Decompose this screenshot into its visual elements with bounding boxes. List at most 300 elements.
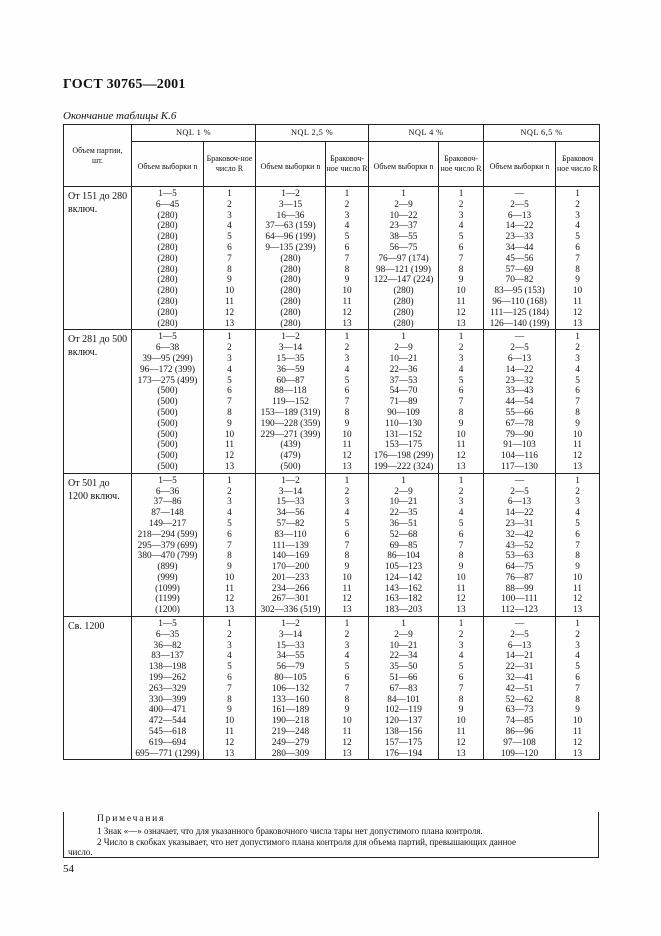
table-value: 70—82: [505, 275, 534, 286]
table-value: 23—37: [389, 221, 418, 232]
table-value: 695—771 (1299): [135, 748, 200, 759]
table-value: 22—31: [505, 662, 534, 673]
reject-number-cell: [556, 330, 600, 473]
table-value: 112—123: [501, 605, 538, 616]
table-value: 11: [342, 727, 352, 738]
table-value: 42—51: [505, 683, 534, 694]
note-2: 2 Число в скобках указывает, что нет допустимого плана контроля для объема партий, превышающих данное: [97, 837, 517, 847]
table-value: 3: [344, 353, 350, 364]
table-value: 43—52: [505, 540, 534, 551]
table-value: 10: [224, 429, 235, 440]
table-value: 9: [227, 275, 232, 286]
table-value: 88—118: [274, 386, 307, 397]
table-value: 9: [344, 562, 350, 573]
table-value: 219—248: [271, 727, 310, 738]
sample-size-cell: [369, 473, 439, 616]
table-value: 11: [342, 583, 352, 594]
table-value: 2: [458, 629, 464, 640]
table-value: 76—87: [505, 572, 534, 583]
table-value: 3: [458, 497, 464, 508]
table-row: [64, 473, 600, 616]
table-value: 12: [572, 451, 583, 462]
table-value: 12: [224, 594, 235, 605]
table-value: 4: [227, 508, 232, 519]
table-value: 2: [575, 343, 580, 354]
table-value: 97—108: [503, 737, 536, 748]
sampling-plan-table: [63, 124, 600, 760]
table-value: (280): [157, 307, 178, 318]
table-value: 12: [224, 451, 235, 462]
table-value: 3—14: [278, 486, 303, 497]
nql-6-5-header: NQL 6,5 %: [484, 125, 600, 142]
table-value: (500): [157, 440, 178, 451]
table-value: —: [514, 619, 525, 630]
table-value: 5: [575, 232, 580, 243]
table-value: 35—50: [389, 662, 418, 673]
sample-size-header: Объем выборки n: [132, 142, 204, 187]
table-value: 15—35: [276, 353, 305, 364]
table-value: 8: [458, 694, 464, 705]
table-value: 7: [458, 397, 464, 408]
table-value: 6—38: [155, 343, 180, 354]
table-value: (479): [280, 451, 301, 462]
table-value: 11: [456, 583, 466, 594]
table-value: 7: [575, 540, 580, 551]
table-value: 33—43: [505, 386, 534, 397]
table-value: (280): [393, 296, 414, 307]
table-value: 6: [575, 529, 580, 540]
table-value: (280): [157, 264, 178, 275]
sample-size-cell: [256, 330, 326, 473]
reject-number-cell: [439, 330, 484, 473]
table-value: 149—217: [148, 518, 187, 529]
table-value: 6—13: [507, 497, 532, 508]
table-value: 1: [575, 475, 580, 486]
table-value: 12: [456, 737, 466, 748]
table-value: (280): [157, 242, 178, 253]
table-value: 6: [344, 242, 350, 253]
table-value: 7: [227, 253, 232, 264]
table-value: 1: [344, 332, 350, 343]
table-value: 10: [342, 429, 352, 440]
table-value: 3: [227, 497, 232, 508]
table-value: (280): [393, 307, 414, 318]
table-value: 76—97 (174): [378, 253, 429, 264]
table-value: (439): [280, 440, 301, 451]
table-value: 10: [572, 572, 583, 583]
table-value: 4: [575, 364, 580, 375]
table-value: 12: [456, 451, 466, 462]
table-value: 6: [227, 386, 232, 397]
table-value: 10: [342, 572, 352, 583]
table-value: 13: [572, 461, 583, 472]
table-value: 126—140 (199): [489, 318, 550, 329]
table-value: 11: [573, 583, 582, 594]
table-value: 57—82: [276, 518, 305, 529]
table-value: 5: [575, 375, 580, 386]
table-value: 3: [344, 640, 350, 651]
table-value: 15—33: [276, 640, 305, 651]
table-value: 143—162: [384, 583, 423, 594]
reject-number-header: Браковоч-ное число R: [204, 142, 256, 187]
lot-size-cell: От 151 до 280 включ.: [64, 187, 132, 330]
table-row: [64, 187, 600, 330]
table-value: 1: [227, 619, 232, 630]
table-value: 7: [344, 397, 350, 408]
table-value: 9: [575, 275, 580, 286]
table-value: 13: [456, 318, 466, 329]
table-value: (280): [157, 232, 178, 243]
table-value: (280): [280, 275, 301, 286]
sample-size-header: Объем выборки n: [369, 142, 439, 187]
table-value: 102—119: [385, 705, 422, 716]
sample-size-cell: [256, 473, 326, 616]
table-value: 104—116: [501, 451, 538, 462]
table-value: 86—96: [505, 727, 534, 738]
notes-block: [63, 812, 599, 858]
table-value: 9: [227, 705, 232, 716]
table-value: 83—137: [151, 651, 184, 662]
table-value: 34—44: [505, 242, 534, 253]
table-value: 6: [227, 673, 232, 684]
table-value: 201—233: [271, 572, 310, 583]
table-value: 7: [227, 683, 232, 694]
table-value: 157—175: [384, 737, 423, 748]
reject-number-cell: [204, 187, 256, 330]
sample-size-cell: [132, 330, 204, 473]
table-value: 7: [458, 540, 464, 551]
table-value: 10: [572, 286, 583, 297]
table-value: 4: [575, 508, 580, 519]
table-row: [64, 330, 600, 473]
table-value: 472—544: [148, 716, 187, 727]
table-value: 111—139: [272, 540, 309, 551]
table-value: (280): [280, 307, 301, 318]
table-value: 176—198 (299): [373, 451, 434, 462]
table-value: 44—54: [505, 397, 534, 408]
table-value: 4: [344, 221, 350, 232]
table-value: (280): [157, 253, 178, 264]
table-value: 52—62: [505, 694, 534, 705]
table-value: (500): [157, 418, 178, 429]
table-value: 2—9: [394, 486, 413, 497]
table-value: 2: [344, 486, 350, 497]
table-value: (500): [157, 461, 178, 472]
table-value: 5: [458, 662, 464, 673]
reject-number-cell: [204, 330, 256, 473]
table-value: 9: [575, 418, 580, 429]
table-value: 22—35: [389, 508, 418, 519]
table-value: —: [514, 332, 525, 343]
table-value: (500): [157, 407, 178, 418]
table-value: 8: [458, 264, 464, 275]
table-value: 120—137: [384, 716, 423, 727]
table-value: 12: [456, 594, 466, 605]
table-value: 1—2: [281, 475, 300, 486]
reject-number-header: Браковоч-ное число R: [326, 142, 369, 187]
sample-size-cell: [369, 617, 439, 760]
table-value: 1: [458, 475, 464, 486]
table-value: 218—294 (599): [137, 529, 198, 540]
table-value: 45—56: [505, 253, 534, 264]
table-value: 56—75: [389, 242, 418, 253]
table-value: 4: [458, 364, 464, 375]
table-value: 15—33: [276, 497, 305, 508]
table-value: 267—301: [271, 594, 310, 605]
table-value: 11: [225, 296, 234, 307]
table-value: 5: [344, 662, 350, 673]
table-value: (500): [157, 451, 178, 462]
sample-size-cell: [484, 473, 556, 616]
table-value: 117—130: [501, 461, 538, 472]
notes-heading: Примечания: [97, 814, 166, 824]
table-value: (280): [280, 253, 301, 264]
table-value: 153—175: [384, 440, 423, 451]
table-value: 67—83: [389, 683, 418, 694]
table-value: 13: [224, 461, 235, 472]
table-value: 1: [227, 475, 232, 486]
note-1: 1 Знак «—» означает, что для указанного браковочного числа тары нет допустимого плана контроля.: [97, 826, 483, 836]
table-value: 4: [575, 651, 580, 662]
table-value: 36—51: [389, 518, 418, 529]
table-value: 9: [458, 705, 464, 716]
table-value: 161—189: [271, 705, 310, 716]
table-value: 249—279: [271, 737, 310, 748]
table-value: 11: [342, 296, 352, 307]
table-value: 109—120: [500, 748, 539, 759]
table-value: 23—32: [505, 375, 534, 386]
table-value: 6: [458, 529, 464, 540]
table-value: 133—160: [271, 694, 310, 705]
table-value: 10: [572, 429, 583, 440]
table-value: 5: [575, 518, 580, 529]
table-value: 36—59: [276, 364, 305, 375]
table-value: 8: [227, 694, 232, 705]
table-value: (899): [157, 562, 178, 573]
table-value: 6—13: [507, 353, 532, 364]
table-value: 3: [575, 210, 580, 221]
table-value: 4: [458, 508, 464, 519]
table-value: 6—36: [155, 486, 180, 497]
nql-4-header: NQL 4 %: [369, 125, 484, 142]
table-value: 2—9: [394, 343, 413, 354]
table-value: 1: [344, 189, 350, 199]
table-value: 8: [344, 407, 350, 418]
table-value: 5: [227, 518, 232, 529]
table-value: 56—79: [276, 662, 305, 673]
table-value: 199—262: [148, 673, 187, 684]
table-value: 4: [344, 364, 350, 375]
nql-1-header: NQL 1 %: [132, 125, 256, 142]
table-value: 10: [456, 286, 466, 297]
table-value: 13: [572, 605, 583, 616]
table-value: 545—618: [148, 727, 187, 738]
reject-number-cell: [326, 187, 369, 330]
reject-number-header: Браковоч ное число R: [556, 142, 600, 187]
table-value: 1: [401, 619, 406, 630]
table-value: 1—5: [158, 189, 177, 199]
table-value: 38—55: [389, 232, 418, 243]
table-value: 1: [458, 189, 464, 199]
table-value: 3—14: [278, 629, 303, 640]
table-value: 13: [342, 605, 352, 616]
table-value: 11: [573, 440, 582, 451]
table-value: 96—110 (168): [492, 296, 547, 307]
table-value: 10—21: [389, 640, 418, 651]
page-number: 54: [63, 863, 74, 875]
table-value: 2: [227, 629, 232, 640]
table-value: 74—85: [505, 716, 534, 727]
table-value: 64—96 (199): [265, 232, 316, 243]
table-value: 84—101: [387, 694, 420, 705]
table-value: 6: [344, 673, 350, 684]
table-value: 3: [575, 353, 580, 364]
table-value: 124—142: [384, 572, 423, 583]
table-value: 6: [575, 673, 580, 684]
table-value: 110—130: [385, 418, 422, 429]
table-value: 2: [344, 629, 350, 640]
table-value: 88—99: [505, 583, 534, 594]
sample-size-cell: [484, 187, 556, 330]
document-title: ГОСТ 30765—2001: [63, 77, 186, 92]
table-value: 5: [458, 375, 464, 386]
table-value: 69—85: [389, 540, 418, 551]
table-value: 9: [227, 418, 232, 429]
table-value: 140—169: [271, 551, 310, 562]
table-value: 1: [458, 619, 464, 630]
table-value: 14—22: [505, 221, 534, 232]
table-value: 7: [227, 540, 232, 551]
table-value: 2—5: [510, 343, 529, 354]
reject-number-cell: [326, 473, 369, 616]
table-value: (280): [157, 210, 178, 221]
table-value: 22—36: [389, 364, 418, 375]
note-2-continuation: число.: [68, 847, 93, 857]
table-value: 9: [458, 418, 464, 429]
table-value: 9: [344, 275, 350, 286]
table-value: 5: [458, 232, 464, 243]
table-value: 3: [575, 497, 580, 508]
table-value: 71—89: [389, 397, 418, 408]
table-value: 3: [458, 353, 464, 364]
table-value: 190—228 (359): [260, 418, 321, 429]
table-value: 90—109: [387, 407, 420, 418]
table-value: 3: [458, 640, 464, 651]
table-value: 87—148: [151, 508, 184, 519]
table-value: 98—121 (199): [376, 264, 432, 275]
table-value: 9: [227, 562, 232, 573]
table-value: 119—152: [272, 397, 309, 408]
table-value: 3: [227, 640, 232, 651]
table-value: 6—13: [507, 210, 532, 221]
table-value: 57—69: [505, 264, 534, 275]
table-value: 280—309: [271, 748, 310, 759]
table-value: 8: [227, 551, 232, 562]
table-value: 8: [458, 407, 464, 418]
table-value: 2—5: [510, 629, 529, 640]
table-value: 14—22: [505, 364, 534, 375]
lot-size-cell: От 281 до 500 включ.: [64, 330, 132, 473]
table-value: 3—15: [278, 199, 303, 210]
table-value: 7: [575, 253, 580, 264]
table-value: 6: [344, 386, 350, 397]
table-value: 2: [575, 629, 580, 640]
reject-number-header: Браковоч-ное число R: [439, 142, 484, 187]
table-value: 2: [458, 343, 464, 354]
table-value: 8: [575, 694, 580, 705]
table-value: 12: [342, 451, 352, 462]
table-value: 1: [401, 475, 406, 486]
table-value: 1—2: [281, 189, 300, 199]
table-value: 55—66: [505, 407, 534, 418]
table-value: 37—53: [389, 375, 418, 386]
table-value: 12: [572, 307, 583, 318]
table-value: 91—103: [503, 440, 536, 451]
table-value: 64—75: [505, 562, 534, 573]
table-value: 10: [456, 429, 466, 440]
table-value: 13: [456, 605, 466, 616]
table-value: 52—68: [389, 529, 418, 540]
table-value: (500): [157, 397, 178, 408]
table-value: 13: [572, 318, 583, 329]
sample-size-cell: [369, 330, 439, 473]
table-value: 2: [458, 486, 464, 497]
table-value: 176—194: [384, 748, 423, 759]
table-value: 22—34: [389, 651, 418, 662]
table-value: 54—70: [389, 386, 418, 397]
table-row: [64, 617, 600, 760]
table-value: 3: [344, 210, 350, 221]
table-value: 3—14: [278, 343, 303, 354]
table-value: 86—104: [387, 551, 420, 562]
table-value: 1: [575, 332, 580, 343]
table-value: 12: [224, 307, 235, 318]
table-value: (280): [157, 318, 178, 329]
table-value: 10: [224, 716, 235, 727]
table-value: 5: [344, 232, 350, 243]
table-value: 9: [344, 705, 350, 716]
table-value: 10: [224, 286, 235, 297]
table-value: 11: [573, 296, 582, 307]
reject-number-cell: [204, 473, 256, 616]
table-value: 5: [575, 662, 580, 673]
sample-size-cell: [256, 187, 326, 330]
table-value: 8: [344, 694, 350, 705]
sample-size-cell: [369, 187, 439, 330]
table-value: 10—21: [389, 353, 418, 364]
table-value: 32—41: [505, 673, 534, 684]
table-value: 6—13: [507, 640, 532, 651]
table-value: 8: [344, 551, 350, 562]
table-value: 37—86: [153, 497, 182, 508]
table-value: 11: [225, 440, 234, 451]
table-value: 7: [575, 683, 580, 694]
table-value: 34—56: [276, 508, 305, 519]
reject-number-cell: [439, 187, 484, 330]
table-value: 34—55: [276, 651, 305, 662]
table-value: 1—5: [158, 475, 177, 486]
lot-size-header: Объем партии, шт.: [64, 125, 132, 187]
table-value: 37—63 (159): [265, 221, 316, 232]
table-value: 8: [344, 264, 350, 275]
sample-size-cell: [256, 617, 326, 760]
table-value: 13: [342, 748, 352, 759]
table-value: 5: [227, 232, 232, 243]
table-value: 12: [342, 307, 352, 318]
table-value: 138—198: [148, 662, 187, 673]
table-value: 7: [344, 540, 350, 551]
table-value: 7: [458, 683, 464, 694]
